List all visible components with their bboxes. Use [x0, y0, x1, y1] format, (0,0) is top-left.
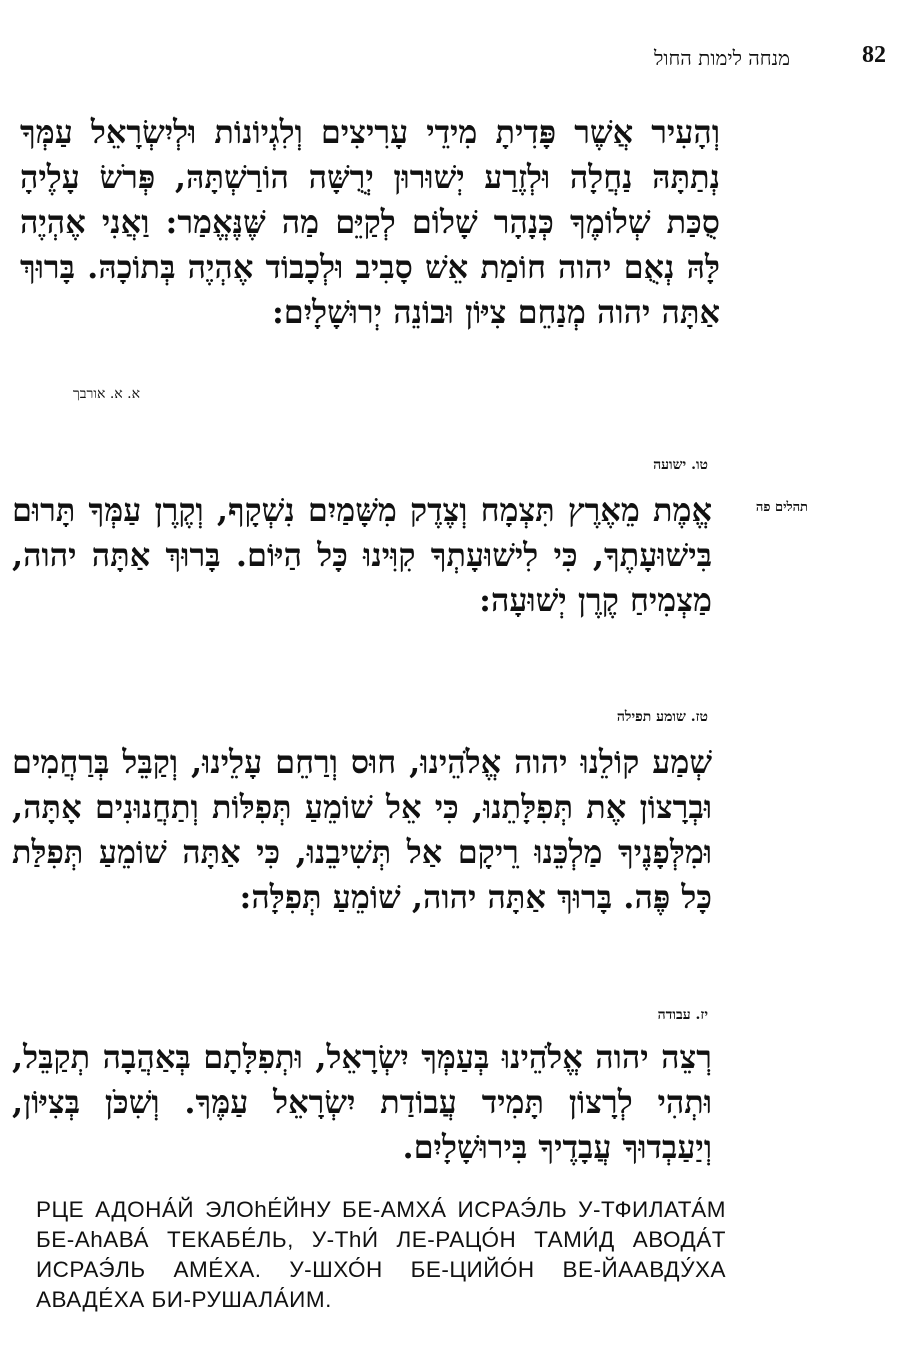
avodah-blessing-text: רְצֵה יהוה אֱלֹהֵינוּ בְּעַמְּךָ יִשְׂרָאֵל, וּתְפִלָּתָם בְּאַהֲבָה תְקַבֵּל, וּתְהִי לְרָצוֹן תָּמִיד עֲבוֹדַת יִשְׂרָאֵל עַמֶּךָ. וְשִׁכֹּן בְּצִיּוֹן, וְיַעַבְדוּךָ עֲבָדֶיךָ בִּירוּשָׁלָיִם.: [12, 1038, 712, 1166]
yeshua-blessing-text: אֱמֶת מֵאֶרֶץ תִּצְמָח וְצֶדֶק מִשָּׁמַיִם נִשְׁקָף, וְקֶרֶן עַמְּךָ תָּרוּם בִּישׁוּעָתֶךָ, כִּי לִישׁוּעָתְךָ קִוִּינוּ כָּל הַיּוֹם. בָּרוּךְ אַתָּה יהוה, מַצְמִיחַ קֶרֶן יְשׁוּעָה:: [12, 491, 712, 619]
page-number: 82: [862, 42, 886, 68]
author-credit: א. א. אורבך: [72, 386, 140, 402]
running-header: מנחה לימות החול: [654, 46, 790, 70]
avodah-transliteration: РЦЕ АДОНА́Й ЭЛОhЕ́ЙНУ БЕ-АМХА́ ИСРАЭ́ЛЬ У-ТФИЛАТА́М БЕ-АhАВА́ ТЕКАБЕ́ЛЬ, У-ТhИ́ ЛЕ-РАЦО́Н ТАМИ́Д АВОДА́Т ИСРАЭ́ЛЬ АМЕ́ХА. У-ШХО́Н БЕ-ЦИЙО́Н ВЕ-ЙААВДУ́ХА АВАДЕ́ХА БИ-РУШАЛА́ИМ.: [36, 1197, 726, 1312]
section-heading-yeshua: טו. ישועה: [653, 457, 708, 473]
margin-note-psalms: תהלים פה: [755, 500, 808, 515]
section-heading-avodah: יז. עבודה: [657, 1007, 708, 1023]
shomea-tefillah-blessing-text: שְׁמַע קוֹלֵנוּ יהוה אֱלֹהֵינוּ, חוּס וְרַחֵם עָלֵינוּ, וְקַבֵּל בְּרַחֲמִים וּבְרָצוֹן אֶת תְּפִלָּתֵנוּ, כִּי אֵל שׁוֹמֵעַ תְּפִלּוֹת וְתַחֲנוּנִים אָתָּה, וּמִלְּפָנֶיךָ מַלְכֵּנוּ רֵיקָם אַל תְּשִׁיבֵנוּ, כִּי אַתָּה שׁוֹמֵעַ תְּפִלַּת כָּל פֶּה. בָּרוּךְ אַתָּה יהוה, שׁוֹמֵעַ תְּפִלָּה:: [12, 743, 712, 916]
jerusalem-blessing-text: וְהָעִיר אֲשֶׁר פָּדִיתָ מִידֵי עָרִיצִים וְלִגְיוֹנוֹת וּלְיִשְׂרָאֵל עַמְּךָ נְתַתָּהּ נַחֲלָה וּלְזֶרַע יְשׁוּרוּן יְרֻשָּׁה הוֹרַשְׁתָּהּ, פְּרֹשׂ עָלֶיהָ סֻכַּת שְׁלוֹמֶךָ כְּנָהָר שָׁלוֹם לְקַיֵּם מַה שֶּׁנֶּאֱמַר: וַאֲנִי אֶהְיֶה לָּהּ נְאֻם יהוה חוֹמַת אֵשׁ סָבִיב וּלְכָבוֹד אֶהְיֶה בְּתוֹכָהּ. בָּרוּךְ אַתָּה יהוה מְנַחֵם צִיּוֹן וּבוֹנֵה יְרוּשָׁלָיִם:: [20, 113, 721, 331]
section-heading-shomea-tefillah: טז. שומע תפילה: [616, 709, 708, 725]
